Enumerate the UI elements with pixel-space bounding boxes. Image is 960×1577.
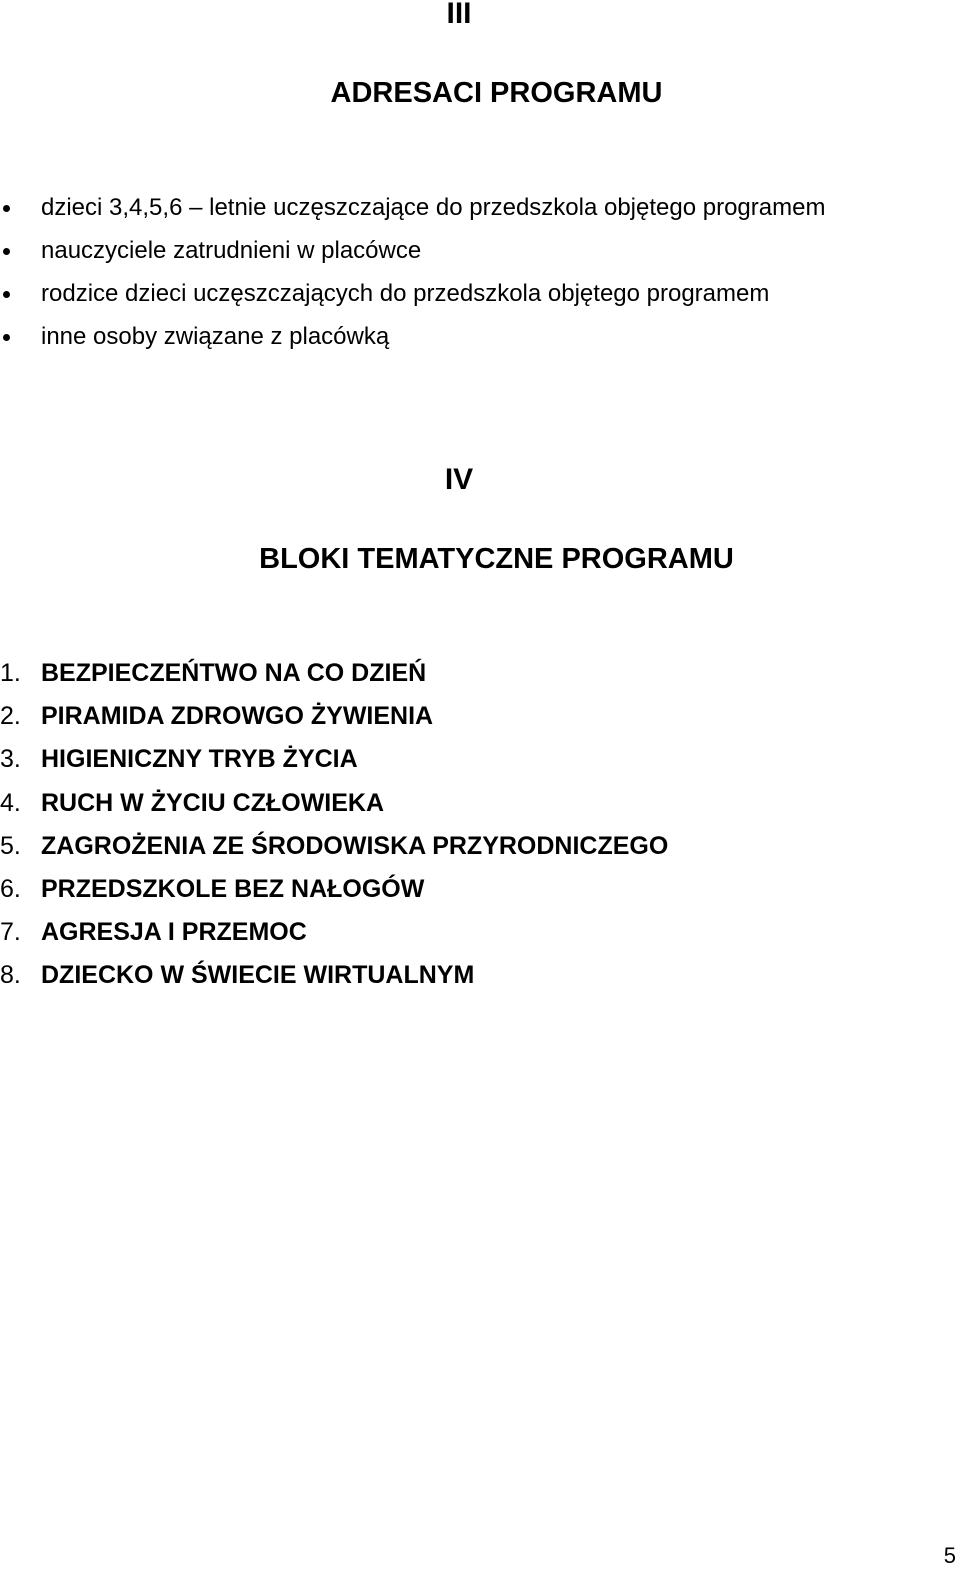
page-number: 5 bbox=[943, 1543, 956, 1568]
list-item-text: dzieci 3,4,5,6 – letnie uczęszczające do przedszkola objętego programem bbox=[41, 194, 826, 221]
list-item-label: RUCH W ŻYCIU CZŁOWIEKA bbox=[41, 788, 385, 817]
list-item bbox=[0, 318, 825, 361]
list-item-number: 2. bbox=[0, 702, 21, 731]
list-item bbox=[0, 232, 825, 275]
list-item-number: 6. bbox=[0, 874, 21, 903]
list-item-label: ZAGROŻENIA ZE ŚRODOWISKA PRZYRODNICZEGO bbox=[41, 831, 669, 860]
list-item-number: 3. bbox=[0, 745, 21, 774]
list-item-number: 4. bbox=[0, 788, 21, 817]
section-4-numeral: IV bbox=[444, 463, 474, 496]
list-item-label: HIGIENICZNY TRYB ŻYCIA bbox=[41, 745, 358, 774]
list-item-number: 7. bbox=[0, 918, 21, 947]
list-item-text: nauczyciele zatrudnieni w placówce bbox=[41, 237, 422, 264]
section-3-numeral: III bbox=[446, 0, 472, 30]
bullet-icon bbox=[3, 291, 10, 298]
list-item bbox=[0, 275, 825, 318]
list-item-text: inne osoby związane z placówką bbox=[41, 323, 390, 350]
list-item-label: BEZPIECZEŃTWO NA CO DZIEŃ bbox=[41, 659, 427, 687]
list-item bbox=[0, 189, 825, 232]
bullet-icon bbox=[3, 334, 10, 341]
section-4-title: BLOKI TEMATYCZNE PROGRAMU bbox=[259, 543, 734, 575]
list-item-number: 8. bbox=[0, 961, 21, 990]
list-item-number: 5. bbox=[0, 831, 21, 860]
bullet-icon bbox=[3, 248, 10, 255]
bullet-icon bbox=[3, 205, 10, 212]
list-item-number: 1. bbox=[0, 659, 21, 687]
list-item-label: AGRESJA I PRZEMOC bbox=[41, 918, 307, 947]
audience-list bbox=[0, 189, 825, 361]
section-3-title: ADRESACI PROGRAMU bbox=[330, 77, 663, 109]
list-item-label: PIRAMIDA ZDROWGO ŻYWIENIA bbox=[41, 702, 434, 731]
list-item-text: rodzice dzieci uczęszczających do przedszkola objętego programem bbox=[41, 280, 770, 307]
list-item-label: DZIECKO W ŚWIECIE WIRTUALNYM bbox=[41, 961, 475, 990]
list-item-label: PRZEDSZKOLE BEZ NAŁOGÓW bbox=[41, 874, 425, 903]
